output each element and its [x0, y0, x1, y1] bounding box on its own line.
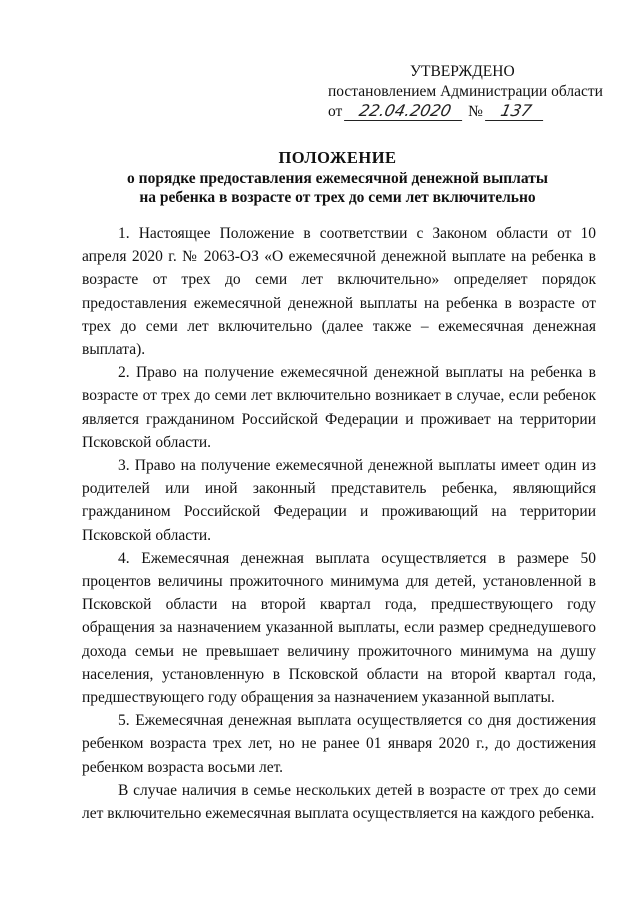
approval-issuer: постановлением Администрации области: [328, 83, 603, 100]
document-title: ПОЛОЖЕНИЕ: [278, 148, 397, 167]
handwritten-date: 22.04.2020: [344, 102, 466, 121]
paragraph-1: 1. Настоящее Положение в соответствии с Законом области от 10 апреля 2020 г. № 2063-ОЗ «О ежемесячной денежной выплате на ребенка в возрасте от трех до семи лет включительно» определяет порядок предоставления ежемесячной денежной выплаты на ребенка в возрасте от трех до семи лет включительно (далее также – ежемесячная денежная выплата).: [82, 225, 596, 359]
paragraph-3: 3. Право на получение ежемесячной денежной выплаты имеет один из родителей или иной законный представитель ребенка, являющийся гражданином Российской Федерации и проживающий на территории Псковской области.: [82, 457, 596, 544]
approval-stamp: [328, 62, 603, 122]
paragraph-4: 4. Ежемесячная денежная выплата осуществляется в размере 50 процентов величины прожиточного минимума для детей, установленной в Псковской области на второй квартал года, предшествующего году обращения за назначением указанной выплаты, если размер среднедушевого дохода семьи не превышает величину прожиточного минимума на душу населения, установленную в Псковской области на второй квартал года, предшествующего году обращения за назначением указанной выплаты.: [82, 549, 596, 707]
paragraph-2: 2. Право на получение ежемесячной денежной выплаты на ребенка в возрасте от трех до семи лет включительно возникает в случае, если ребенок является гражданином Российской Федерации и проживает на территории Псковской области.: [82, 364, 596, 451]
approval-date-line: [328, 102, 598, 122]
document-body: [82, 222, 596, 825]
document-subtitle-line1: о порядке предоставления ежемесячной денежной выплаты: [127, 170, 548, 187]
handwritten-number: 137: [485, 102, 547, 121]
number-label: №: [468, 103, 483, 120]
paragraph-6: В случае наличия в семье нескольких детей в возрасте от трех до семи лет включительно ежемесячная выплата осуществляется на каждого ребенка.: [82, 781, 596, 823]
document-heading: [60, 148, 615, 207]
paragraph-5: 5. Ежемесячная денежная выплата осуществляется со дня достижения ребенком возраста трех лет, но не ранее 01 января 2020 г., до достижения ребенком возраста восьми лет.: [82, 712, 596, 776]
from-label: от: [328, 103, 343, 120]
approval-title: УТВЕРЖДЕНО: [410, 63, 515, 80]
document-subtitle-line2: на ребенка в возрасте от трех до семи лет включительно: [139, 189, 536, 206]
